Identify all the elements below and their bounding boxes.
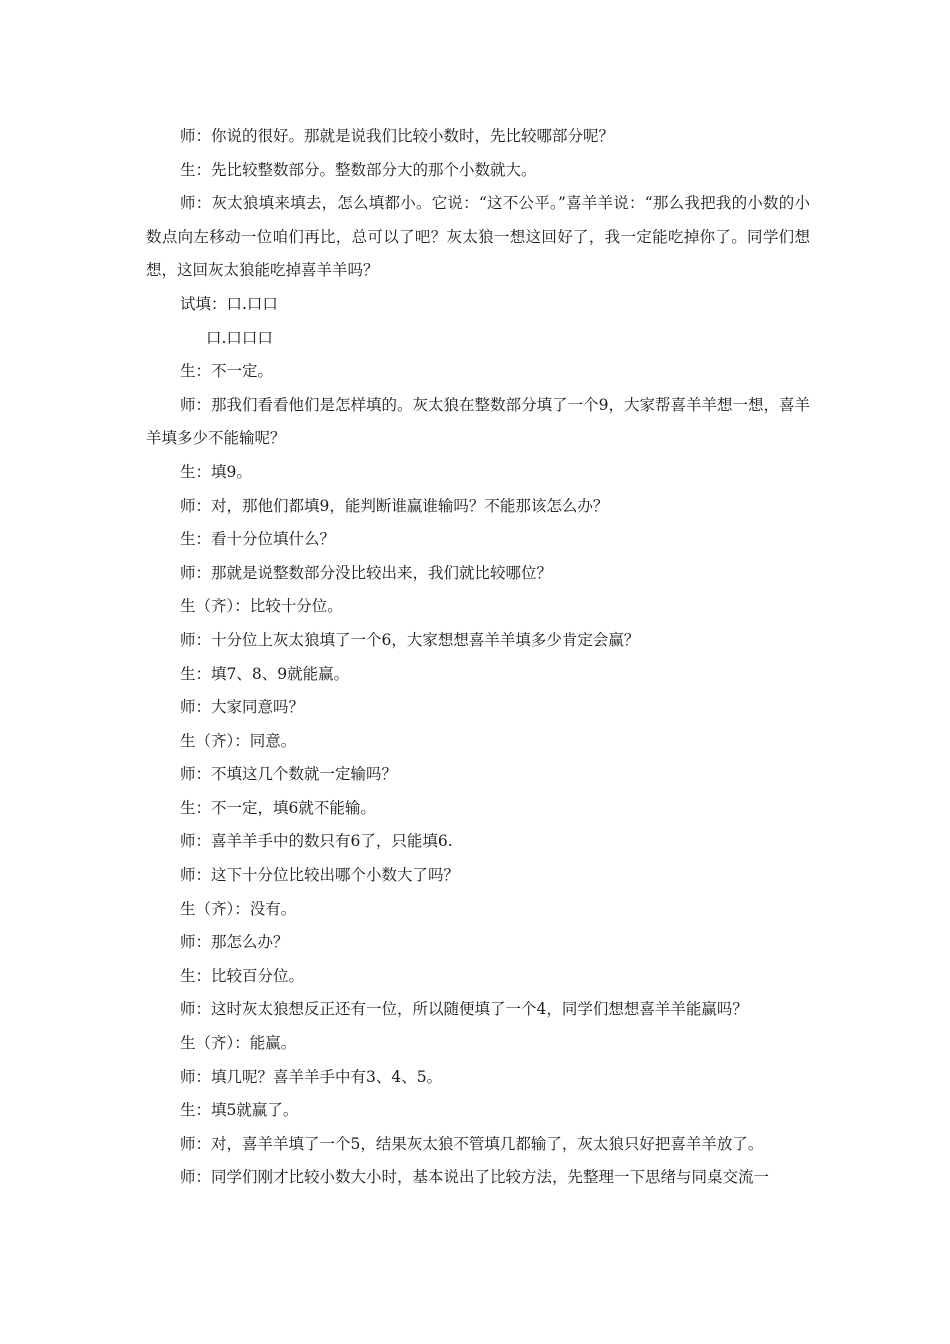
paragraph: 生：填7、8、9就能赢。 [180, 664, 350, 683]
paragraph: 师：你说的很好。那就是说我们比较小数时，先比较哪部分呢？ [180, 127, 615, 145]
paragraph: 生：不一定。 [180, 362, 274, 381]
paragraph: 师：对，那他们都填9，能判断谁赢谁输吗？不能那该怎么办？ [180, 496, 609, 515]
paragraph: 生：不一定，填6就不能输。 [180, 798, 376, 817]
paragraph: 生：比较百分位。 [180, 966, 305, 985]
paragraph: 师：那就是说整数部分没比较出来，我们就比较哪位？ [180, 563, 553, 582]
paragraph: 口.口口口 [206, 328, 273, 347]
paragraph: 师：那我们看看他们是怎样填的。灰太狼在整数部分填了一个9，大家帮喜羊羊想一想，喜羊羊填多少不能输呢？ [146, 395, 810, 448]
paragraph: 师：同学们刚才比较小数大小时，基本说出了比较方法，先整理一下思绪与同桌交流一 [180, 1168, 770, 1187]
paragraph: 生（齐）：没有。 [180, 899, 297, 918]
paragraph: 师：对，喜羊羊填了一个5，结果灰太狼不管填几都输了，灰太狼只好把喜羊羊放了。 [180, 1134, 764, 1153]
paragraph: 师：那怎么办？ [180, 933, 289, 952]
paragraph: 试填：口.口口 [180, 294, 278, 313]
paragraph: 生：先比较整数部分。整数部分大的那个小数就大。 [180, 160, 537, 179]
paragraph: 生：填9。 [180, 462, 252, 481]
paragraph: 生（齐）：能赢。 [180, 1034, 297, 1053]
paragraph: 师：这下十分位比较出哪个小数大了吗？ [180, 866, 460, 885]
paragraph: 生：填5就赢了。 [180, 1101, 299, 1120]
paragraph: 师：十分位上灰太狼填了一个6，大家想想喜羊羊填多少肯定会赢？ [180, 630, 640, 649]
paragraph: 生（齐）：比较十分位。 [180, 597, 343, 616]
paragraph: 师：填几呢？喜羊羊手中有3、4、5。 [180, 1067, 443, 1086]
paragraph: 生：看十分位填什么？ [180, 530, 336, 549]
paragraph: 师：喜羊羊手中的数只有6了，只能填6. [180, 832, 453, 851]
document-body [146, 120, 810, 1195]
paragraph: 师：不填这几个数就一定输吗？ [180, 765, 398, 784]
paragraph: 师：这时灰太狼想反正还有一位，所以随便填了一个4，同学们想想喜羊羊能赢吗？ [180, 1000, 748, 1019]
paragraph: 师：灰太狼填来填去，怎么填都小。它说：“这不公平。”喜羊羊说：“那么我把我的小数的小数点向左移动一位咱们再比，总可以了吧？灰太狼一想这回好了，我一定能吃掉你了。同学们想想，这回灰太狼能吃掉喜羊羊吗？ [146, 194, 810, 280]
paragraph: 师：大家同意吗？ [180, 698, 305, 717]
paragraph: 生（齐）：同意。 [180, 731, 297, 750]
